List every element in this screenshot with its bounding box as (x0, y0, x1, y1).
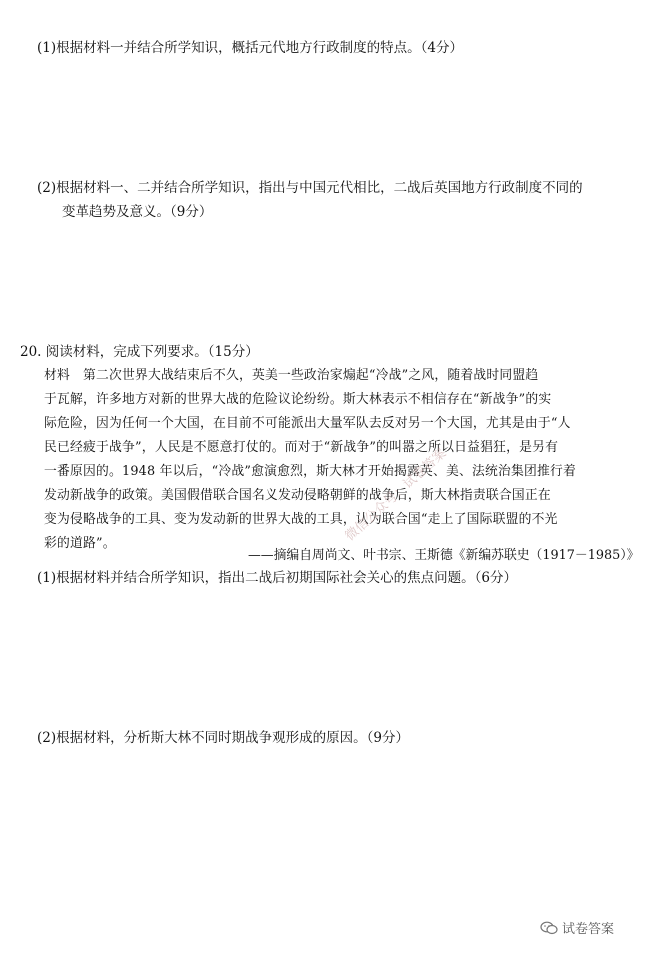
question-2-line-1: (2)根据材料一、二并结合所学知识，指出与中国元代相比，二战后英国地方行政制度不同的 (37, 180, 583, 196)
material-line: 际危险，因为任何一个大国，在目前不可能派出大量军队去反对另一个大国，尤其是由于“人 (44, 416, 571, 431)
material-line: 材料 第二次世界大战结束后不久，英美一些政治家煽起“冷战”之风，随着战时同盟趋 (44, 368, 539, 383)
material-line: 于瓦解，许多地方对新的世界大战的危险议论纷纷。斯大林表示不相信存在“新战争”的实 (44, 392, 552, 407)
question-2-line-2: 变革趋势及意义。（9分） (62, 204, 213, 220)
question-1: (1)根据材料一并结合所学知识，概括元代地方行政制度的特点。（4分） (37, 40, 463, 56)
material-source: ——摘编自周尚文、叶书宗、王斯德《新编苏联史（1917－1985）》 (248, 548, 640, 563)
material-line: 民已经疲于战争”，人民是不愿意打仗的。而对于“新战争”的叫嚣之所以日益猖狂，是另有 (44, 440, 559, 455)
question-20-sub-2: (2)根据材料，分析斯大林不同时期战争观形成的原因。（9分） (37, 730, 409, 746)
brand-badge (540, 918, 614, 937)
brand-label: 试卷答案 (562, 922, 615, 937)
material-line: 发动新战争的政策。美国假借联合国名义发动侵略朝鲜的战争后，斯大林指责联合国正在 (44, 488, 551, 503)
material-line: 变为侵略战争的工具、变为发动新的世界大战的工具，认为联合国“走上了国际联盟的不光 (44, 512, 558, 527)
wechat-icon (540, 921, 558, 935)
material-line: 彩的道路”。 (44, 536, 116, 551)
question-20-title: 20. 阅读材料，完成下列要求。（15分） (20, 344, 259, 360)
question-20-sub-1: (1)根据材料并结合所学知识，指出二战后初期国际社会关心的焦点问题。（6分） (37, 570, 517, 586)
material-line: 一番原因的。1948 年以后，“冷战”愈演愈烈，斯大林才开始揭露英、美、法统治集团推行着 (44, 464, 577, 479)
watermark: 微信公众号：试卷答案 (342, 445, 450, 545)
